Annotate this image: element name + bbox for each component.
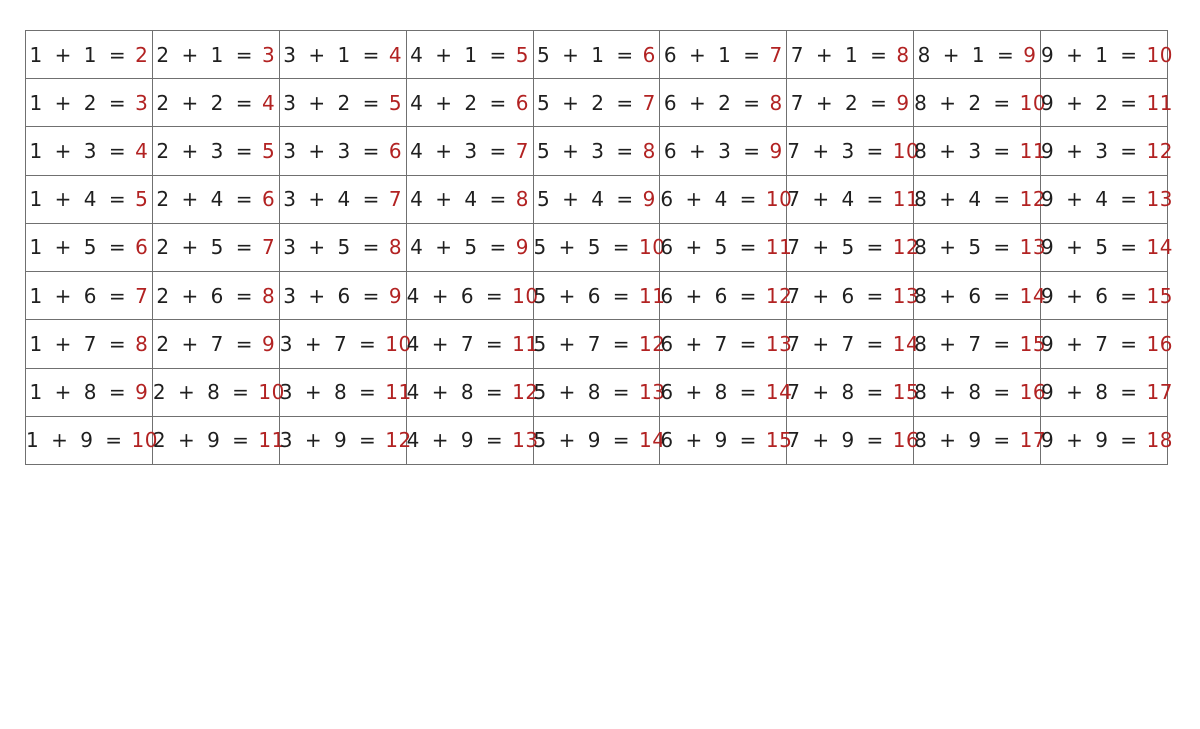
table-row — [26, 320, 1168, 368]
equation-cell — [152, 127, 279, 175]
equation-cell — [787, 127, 920, 175]
equation-result: 11 — [258, 428, 285, 453]
equation-expression: 4 + 5 = — [410, 235, 507, 260]
equation-expression: 5 + 5 = — [533, 235, 631, 260]
equation-result: 12 — [765, 283, 793, 308]
equation-result: 6 — [642, 42, 656, 67]
equation-expression: 2 + 7 = — [156, 331, 253, 356]
equation-expression: 7 + 5 = — [787, 235, 884, 260]
equation-expression: 2 + 1 = — [156, 42, 253, 67]
equation-expression: 3 + 4 = — [283, 187, 380, 212]
equation-result: 11 — [1146, 90, 1173, 115]
equation-cell — [787, 79, 914, 127]
equation-cell — [152, 320, 279, 368]
equation-expression: 6 + 7 = — [660, 331, 757, 356]
equation-cell — [533, 416, 666, 464]
equation-result: 9 — [261, 331, 276, 356]
equation-result: 17 — [1146, 380, 1173, 405]
equation-expression: 3 + 5 = — [283, 235, 380, 260]
equation-expression: 5 + 7 = — [533, 331, 631, 356]
equation-cell — [914, 79, 1047, 127]
table-row — [26, 368, 1168, 416]
equation-result: 10 — [385, 331, 412, 356]
equation-result: 9 — [515, 235, 529, 260]
equation-cell — [26, 416, 158, 464]
equation-expression: 7 + 6 = — [787, 283, 884, 308]
equation-result: 9 — [896, 90, 910, 115]
table-row — [26, 127, 1168, 175]
equation-expression: 8 + 3 = — [914, 139, 1011, 164]
equation-cell — [279, 416, 412, 464]
equation-result: 9 — [769, 139, 783, 164]
equation-cell — [279, 127, 406, 175]
equation-cell — [406, 416, 539, 464]
equation-cell — [1041, 320, 1173, 368]
equation-cell — [914, 31, 1041, 79]
equation-cell — [787, 175, 920, 223]
equation-result: 7 — [135, 283, 149, 308]
equation-result: 4 — [261, 90, 276, 115]
equation-expression: 1 + 3 = — [29, 139, 127, 164]
addition-table — [25, 30, 1173, 465]
equation-expression: 5 + 9 = — [533, 428, 631, 453]
equation-result: 8 — [896, 42, 910, 67]
equation-cell — [660, 223, 793, 271]
equation-result: 8 — [642, 139, 656, 164]
equation-expression: 2 + 6 = — [156, 283, 253, 308]
equation-result: 4 — [135, 139, 149, 164]
equation-cell — [152, 223, 279, 271]
equation-result: 15 — [765, 428, 793, 453]
equation-result: 14 — [765, 380, 793, 405]
equation-expression: 4 + 9 = — [406, 428, 504, 453]
equation-result: 7 — [769, 42, 783, 67]
equation-result: 14 — [1146, 235, 1173, 260]
equation-result: 9 — [135, 380, 149, 405]
equation-cell — [533, 320, 666, 368]
equation-result: 12 — [1019, 187, 1047, 212]
equation-cell — [533, 223, 666, 271]
equation-expression: 1 + 8 = — [29, 380, 127, 405]
equation-result: 10 — [639, 235, 666, 260]
equation-expression: 6 + 8 = — [660, 380, 757, 405]
equation-result: 4 — [388, 42, 403, 67]
table-row — [26, 223, 1168, 271]
equation-cell — [533, 368, 666, 416]
equation-result: 7 — [515, 139, 529, 164]
equation-result: 12 — [1146, 139, 1173, 164]
equation-expression: 3 + 9 = — [279, 428, 377, 453]
equation-result: 11 — [892, 187, 920, 212]
equation-expression: 6 + 9 = — [660, 428, 757, 453]
equation-expression: 9 + 3 = — [1041, 139, 1138, 164]
equation-cell — [660, 272, 793, 320]
equation-expression: 7 + 1 = — [790, 42, 888, 67]
equation-cell — [406, 79, 533, 127]
equation-result: 7 — [642, 90, 656, 115]
equation-cell — [1041, 416, 1173, 464]
table-row — [26, 31, 1168, 79]
equation-expression: 1 + 4 = — [29, 187, 127, 212]
table-row — [26, 272, 1168, 320]
equation-expression: 9 + 1 = — [1041, 42, 1138, 67]
equation-result: 9 — [642, 187, 656, 212]
equation-result: 9 — [388, 283, 403, 308]
equation-expression: 2 + 4 = — [156, 187, 253, 212]
equation-expression: 7 + 8 = — [787, 380, 884, 405]
equation-result: 17 — [1019, 428, 1047, 453]
equation-cell — [787, 368, 920, 416]
equation-expression: 8 + 8 = — [914, 380, 1011, 405]
equation-result: 11 — [385, 380, 412, 405]
equation-cell — [26, 31, 153, 79]
equation-cell — [26, 127, 153, 175]
equation-expression: 4 + 3 = — [410, 139, 507, 164]
equation-cell — [26, 368, 153, 416]
equation-cell — [660, 368, 793, 416]
equation-result: 13 — [892, 283, 920, 308]
table-row — [26, 175, 1168, 223]
equation-result: 2 — [135, 42, 149, 67]
equation-cell — [279, 223, 406, 271]
table-row — [26, 79, 1168, 127]
equation-expression: 8 + 5 = — [914, 235, 1011, 260]
equation-cell — [152, 31, 279, 79]
equation-expression: 8 + 1 = — [917, 42, 1015, 67]
equation-result: 7 — [388, 187, 403, 212]
equation-result: 8 — [769, 90, 783, 115]
equation-expression: 5 + 1 = — [537, 42, 634, 67]
equation-result: 14 — [639, 428, 666, 453]
equation-result: 13 — [765, 331, 793, 356]
equation-expression: 9 + 5 = — [1041, 235, 1138, 260]
equation-result: 15 — [1146, 283, 1173, 308]
equation-cell — [1041, 223, 1173, 271]
equation-expression: 3 + 2 = — [283, 90, 380, 115]
equation-expression: 2 + 5 = — [156, 235, 253, 260]
equation-expression: 4 + 8 = — [406, 380, 504, 405]
equation-expression: 4 + 1 = — [410, 42, 507, 67]
equation-expression: 9 + 9 = — [1041, 428, 1138, 453]
equation-result: 5 — [135, 187, 149, 212]
equation-expression: 5 + 3 = — [537, 139, 634, 164]
equation-expression: 5 + 6 = — [533, 283, 631, 308]
equation-expression: 5 + 4 = — [537, 187, 634, 212]
equation-expression: 9 + 2 = — [1041, 90, 1138, 115]
equation-expression: 4 + 4 = — [410, 187, 507, 212]
equation-cell — [787, 320, 920, 368]
equation-expression: 7 + 3 = — [787, 139, 884, 164]
equation-result: 13 — [512, 428, 539, 453]
equation-expression: 6 + 6 = — [660, 283, 757, 308]
equation-cell — [1041, 368, 1173, 416]
equation-result: 11 — [1019, 139, 1047, 164]
equation-cell — [152, 368, 285, 416]
equation-cell — [152, 175, 279, 223]
equation-expression: 7 + 4 = — [787, 187, 884, 212]
equation-cell — [660, 127, 787, 175]
equation-expression: 6 + 4 = — [660, 187, 757, 212]
equation-cell — [279, 368, 412, 416]
equation-cell — [787, 223, 920, 271]
equation-result: 10 — [131, 428, 158, 453]
equation-cell — [406, 320, 539, 368]
equation-cell — [660, 416, 793, 464]
equation-cell — [406, 127, 533, 175]
equation-expression: 9 + 4 = — [1041, 187, 1138, 212]
equation-expression: 2 + 8 = — [152, 380, 250, 405]
equation-cell — [279, 175, 406, 223]
equation-expression: 7 + 9 = — [787, 428, 884, 453]
equation-expression: 1 + 6 = — [29, 283, 127, 308]
equation-result: 5 — [261, 139, 276, 164]
equation-result: 7 — [261, 235, 276, 260]
equation-cell — [406, 175, 533, 223]
equation-expression: 7 + 2 = — [790, 90, 888, 115]
equation-expression: 7 + 7 = — [787, 331, 884, 356]
equation-result: 16 — [1019, 380, 1047, 405]
equation-cell — [660, 320, 793, 368]
equation-cell — [406, 272, 539, 320]
equation-result: 3 — [261, 42, 276, 67]
equation-cell — [914, 223, 1047, 271]
equation-result: 10 — [1019, 90, 1047, 115]
addition-table-body — [26, 31, 1173, 465]
equation-expression: 5 + 2 = — [537, 90, 634, 115]
equation-result: 11 — [512, 331, 539, 356]
equation-result: 11 — [765, 235, 793, 260]
equation-cell — [787, 416, 920, 464]
equation-expression: 1 + 9 = — [26, 428, 123, 453]
equation-cell — [914, 272, 1047, 320]
equation-result: 3 — [135, 90, 149, 115]
equation-cell — [660, 31, 787, 79]
equation-result: 13 — [1019, 235, 1047, 260]
equation-expression: 9 + 8 = — [1041, 380, 1138, 405]
equation-result: 16 — [892, 428, 920, 453]
equation-result: 6 — [515, 90, 529, 115]
equation-cell — [1041, 79, 1173, 127]
equation-cell — [152, 416, 285, 464]
equation-cell — [914, 127, 1047, 175]
equation-result: 9 — [1023, 42, 1037, 67]
equation-expression: 9 + 7 = — [1041, 331, 1138, 356]
equation-expression: 5 + 8 = — [533, 380, 631, 405]
equation-cell — [279, 31, 406, 79]
equation-result: 10 — [1146, 42, 1173, 67]
equation-result: 6 — [261, 187, 276, 212]
equation-cell — [279, 320, 412, 368]
equation-expression: 1 + 2 = — [29, 90, 127, 115]
equation-expression: 8 + 6 = — [914, 283, 1011, 308]
equation-result: 10 — [258, 380, 285, 405]
equation-expression: 8 + 2 = — [914, 90, 1011, 115]
equation-expression: 1 + 7 = — [29, 331, 127, 356]
equation-cell — [279, 272, 406, 320]
equation-cell — [152, 79, 279, 127]
equation-cell — [279, 79, 406, 127]
equation-expression: 4 + 6 = — [406, 283, 504, 308]
equation-expression: 2 + 2 = — [156, 90, 253, 115]
equation-result: 15 — [892, 380, 920, 405]
equation-result: 8 — [135, 331, 149, 356]
equation-cell — [914, 320, 1047, 368]
equation-expression: 6 + 5 = — [660, 235, 757, 260]
equation-cell — [787, 272, 920, 320]
equation-cell — [1041, 127, 1173, 175]
equation-cell — [152, 272, 279, 320]
equation-result: 5 — [515, 42, 529, 67]
equation-result: 14 — [1019, 283, 1047, 308]
equation-cell — [914, 416, 1047, 464]
equation-cell — [26, 320, 153, 368]
equation-result: 12 — [639, 331, 666, 356]
equation-cell — [26, 223, 153, 271]
equation-expression: 3 + 6 = — [283, 283, 380, 308]
equation-cell — [914, 175, 1047, 223]
equation-result: 16 — [1146, 331, 1173, 356]
equation-expression: 3 + 1 = — [283, 42, 380, 67]
equation-expression: 6 + 1 = — [663, 42, 761, 67]
equation-result: 12 — [385, 428, 412, 453]
equation-expression: 1 + 5 = — [29, 235, 127, 260]
table-row — [26, 416, 1168, 464]
equation-result: 6 — [135, 235, 149, 260]
equation-expression: 8 + 9 = — [914, 428, 1011, 453]
equation-expression: 4 + 2 = — [410, 90, 507, 115]
equation-result: 13 — [639, 380, 666, 405]
equation-expression: 3 + 7 = — [279, 331, 377, 356]
equation-expression: 3 + 8 = — [279, 380, 377, 405]
equation-result: 14 — [892, 331, 920, 356]
equation-expression: 2 + 9 = — [152, 428, 250, 453]
equation-expression: 4 + 7 = — [406, 331, 504, 356]
equation-cell — [787, 31, 914, 79]
equation-cell — [660, 79, 787, 127]
equation-expression: 1 + 1 = — [29, 42, 127, 67]
equation-expression: 6 + 3 = — [663, 139, 761, 164]
equation-result: 13 — [1146, 187, 1173, 212]
equation-result: 8 — [515, 187, 529, 212]
equation-result: 8 — [388, 235, 403, 260]
equation-result: 10 — [765, 187, 793, 212]
equation-expression: 6 + 2 = — [663, 90, 761, 115]
equation-result: 11 — [639, 283, 666, 308]
equation-cell — [660, 175, 793, 223]
equation-cell — [533, 272, 666, 320]
equation-cell — [406, 31, 533, 79]
equation-cell — [533, 79, 660, 127]
equation-cell — [26, 175, 153, 223]
equation-cell — [1041, 175, 1173, 223]
equation-result: 6 — [388, 139, 403, 164]
equation-cell — [26, 272, 153, 320]
equation-expression: 2 + 3 = — [156, 139, 253, 164]
equation-cell — [26, 79, 153, 127]
equation-result: 10 — [512, 283, 539, 308]
equation-result: 12 — [892, 235, 920, 260]
equation-result: 15 — [1019, 331, 1047, 356]
equation-expression: 3 + 3 = — [283, 139, 380, 164]
equation-result: 12 — [512, 380, 539, 405]
equation-expression: 9 + 6 = — [1041, 283, 1138, 308]
equation-result: 10 — [892, 139, 920, 164]
equation-cell — [533, 175, 660, 223]
equation-cell — [406, 223, 533, 271]
equation-cell — [533, 31, 660, 79]
equation-cell — [533, 127, 660, 175]
equation-expression: 8 + 7 = — [914, 331, 1011, 356]
equation-result: 5 — [388, 90, 403, 115]
equation-cell — [406, 368, 539, 416]
equation-result: 8 — [261, 283, 276, 308]
equation-cell — [914, 368, 1047, 416]
equation-expression: 8 + 4 = — [914, 187, 1011, 212]
equation-result: 18 — [1146, 428, 1173, 453]
equation-cell — [1041, 272, 1173, 320]
equation-cell — [1041, 31, 1173, 79]
